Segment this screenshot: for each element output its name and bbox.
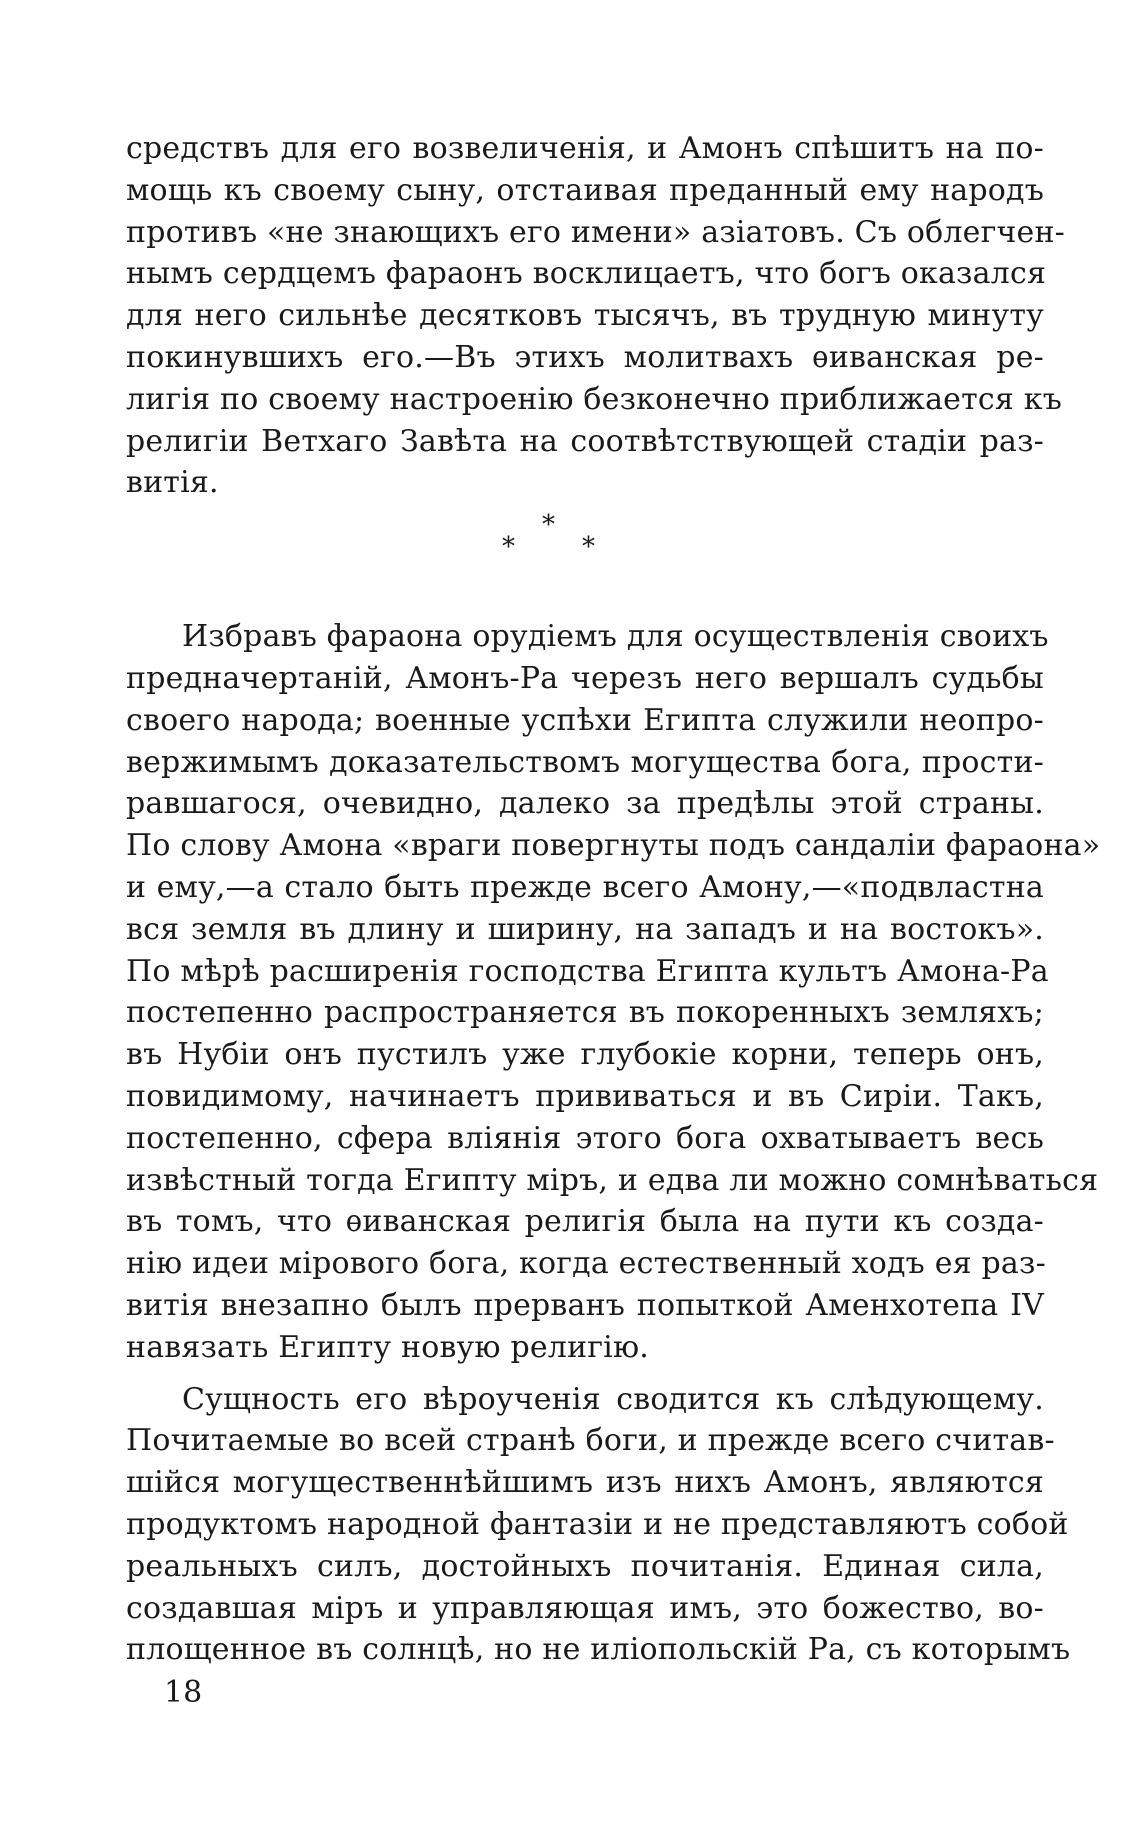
text-line: повидимому, начинаетъ прививаться и въ Сиріи. Такъ, bbox=[126, 1078, 1044, 1114]
text-line: своего народа; военные успѣхи Египта служили неопро- bbox=[126, 702, 1044, 738]
text-line: постепенно распространяется въ покоренныхъ земляхъ; bbox=[126, 995, 1044, 1031]
text-line: шійся могущественнѣйшимъ изъ нихъ Амонъ, являются bbox=[126, 1465, 1044, 1501]
text-line: предначертаній, Амонъ-Ра черезъ него вершалъ судьбы bbox=[126, 660, 1044, 696]
text-line: религіи Ветхаго Завѣта на соотвѣтствующей стадіи раз- bbox=[126, 423, 1044, 459]
text-line: площенное въ солнцѣ, но не иліопольскій Ра, съ которымъ bbox=[126, 1632, 1071, 1668]
paragraph-2 bbox=[126, 616, 1101, 1368]
text-line: равшагося, очевидно, далеко за предѣлы этой страны. bbox=[126, 786, 1044, 822]
text-line: нію идеи мірового бога, когда естественный ходъ ея раз- bbox=[126, 1246, 1046, 1282]
text-line: Избравъ фараона орудіемъ для осуществленія своихъ bbox=[182, 619, 1049, 655]
text-line: для него сильнѣе десятковъ тысячъ, въ трудную минуту bbox=[126, 298, 1044, 334]
asterisk-icon: * bbox=[542, 510, 555, 541]
paragraph-3 bbox=[126, 1379, 1071, 1672]
text-line: средствъ для его возвеличенія, и Амонъ спѣшитъ на по- bbox=[126, 131, 1044, 166]
text-line: покинувшихъ его.—Въ этихъ молитвахъ ѳиванская ре- bbox=[126, 339, 1044, 375]
text-line: Сущность его вѣроученія сводится къ слѣдующему. bbox=[182, 1381, 1044, 1417]
text-line: витія внезапно былъ прерванъ попыткой Аменхотепа IV bbox=[126, 1287, 1044, 1323]
paragraph-1 bbox=[126, 128, 1066, 504]
text-line: продуктомъ народной фантазіи и не представляютъ собой bbox=[126, 1506, 1069, 1542]
section-separator bbox=[126, 504, 1044, 616]
text-line: извѣстный тогда Египту міръ, и едва ли можно сомнѣваться bbox=[126, 1162, 1099, 1198]
text-line: вержимымъ доказательствомъ могущества бога, прости- bbox=[126, 744, 1044, 780]
text-line: вся земля въ длину и ширину, на западъ и на востокъ». bbox=[126, 911, 1044, 947]
text-line: лигія по своему настроенію безконечно приближается къ bbox=[126, 381, 1063, 417]
page-number: 18 bbox=[164, 1675, 203, 1710]
text-line: противъ «не знающихъ его имени» азіатовъ. Съ облегчен- bbox=[126, 214, 1066, 250]
text-line: создавшая міръ и управляющая имъ, это божество, во- bbox=[126, 1590, 1044, 1626]
text-line: По слову Амона «враги повергнуты подъ сандаліи фараона» bbox=[126, 828, 1101, 864]
text-line: постепенно, сфера вліянія этого бога охватываетъ весь bbox=[126, 1120, 1044, 1156]
text-line: По мѣрѣ расширенія господства Египта культъ Амона-Ра bbox=[126, 953, 1049, 989]
text-line: и ему,—а стало быть прежде всего Амону,—«подвластна bbox=[126, 869, 1044, 905]
text-line: Почитаемые во всей странѣ боги, и прежде всего считав- bbox=[126, 1423, 1055, 1459]
asterisk-icon: * bbox=[502, 532, 515, 563]
text-line: нымъ сердцемъ фараонъ восклицаетъ, что богъ оказался bbox=[126, 256, 1047, 292]
text-line: мощь къ своему сыну, отстаивая преданный ему народъ bbox=[126, 172, 1044, 208]
text-line: навязать Египту новую религію. bbox=[126, 1329, 650, 1365]
text-line: витія. bbox=[126, 465, 219, 501]
text-line: въ Нубіи онъ пустилъ уже глубокіе корни, теперь онъ, bbox=[126, 1037, 1044, 1073]
page-body bbox=[126, 128, 1101, 1708]
text-line: въ томъ, что ѳиванская религія была на пути къ созда- bbox=[126, 1204, 1044, 1240]
text-line: реальныхъ силъ, достойныхъ почитанія. Единая сила, bbox=[126, 1548, 1044, 1584]
asterisk-icon: * bbox=[582, 532, 595, 563]
